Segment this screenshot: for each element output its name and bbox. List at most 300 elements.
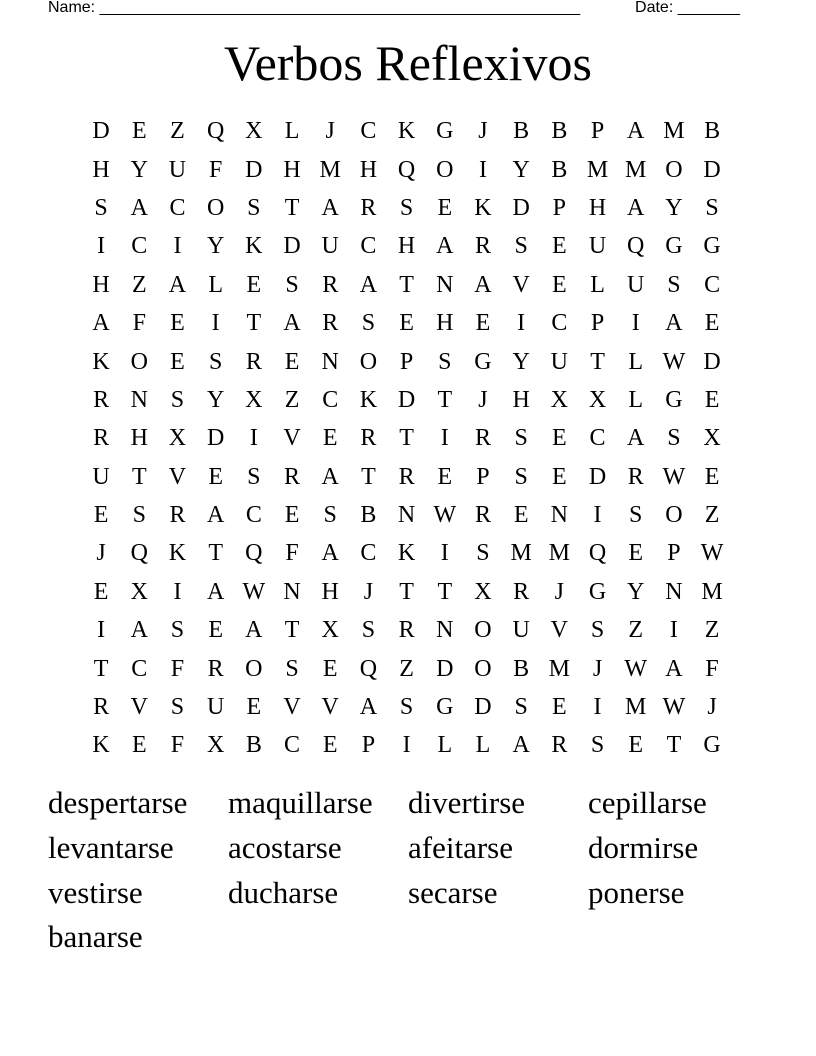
grid-cell[interactable]: N [436, 271, 454, 298]
grid-cell[interactable]: C [131, 655, 148, 682]
grid-cell[interactable]: E [552, 233, 567, 260]
date-field: Date: _______ [635, 0, 740, 16]
grid-row [82, 150, 732, 188]
grid-row [82, 458, 732, 496]
grid-cell[interactable]: M [319, 156, 341, 183]
grid-cell[interactable]: R [474, 502, 491, 529]
grid-cell[interactable]: J [478, 386, 488, 413]
grid-cell[interactable]: Y [206, 386, 225, 413]
grid-cell[interactable]: A [321, 540, 339, 567]
grid-row [82, 342, 732, 380]
grid-cell[interactable]: I [440, 425, 449, 452]
grid-cell[interactable]: L [208, 271, 223, 298]
grid-cell[interactable]: E [399, 310, 414, 337]
grid-cell[interactable]: S [438, 348, 452, 375]
grid-cell[interactable]: A [130, 194, 148, 221]
grid-cell[interactable]: Z [284, 386, 300, 413]
grid-cell[interactable]: K [245, 233, 263, 260]
grid-cell[interactable]: U [512, 617, 530, 644]
grid-cell[interactable]: H [130, 425, 148, 452]
grid-cell[interactable]: R [245, 348, 262, 375]
grid-cell[interactable]: V [283, 694, 301, 721]
grid-cell[interactable]: B [360, 502, 377, 529]
grid-cell[interactable]: R [284, 463, 301, 490]
grid-cell[interactable]: E [246, 271, 262, 298]
grid-cell[interactable]: Z [399, 655, 414, 682]
grid-cell[interactable]: V [130, 694, 148, 721]
grid-cell[interactable]: S [285, 271, 299, 298]
grid-cell[interactable]: H [92, 271, 110, 298]
grid-cell[interactable]: I [517, 310, 526, 337]
grid-cell[interactable]: Q [130, 540, 148, 567]
grid-cell[interactable]: S [399, 194, 414, 221]
grid-cell[interactable]: H [588, 194, 607, 221]
grid-cell[interactable]: S [705, 194, 719, 221]
grid-cell[interactable]: S [514, 463, 528, 490]
grid-cell[interactable]: Q [206, 118, 225, 145]
grid-cell[interactable]: K [359, 386, 378, 413]
grid-cell[interactable]: M [510, 540, 532, 567]
grid-cell[interactable]: R [474, 233, 491, 260]
grid-cell[interactable]: Z [170, 118, 185, 145]
grid-cell[interactable]: O [665, 502, 683, 529]
grid-cell[interactable]: K [474, 194, 492, 221]
grid-cell[interactable]: U [168, 156, 187, 183]
grid-cell[interactable]: I [211, 310, 220, 337]
grid-cell[interactable]: T [399, 271, 414, 298]
grid-cell[interactable]: R [93, 386, 110, 413]
grid-cell[interactable]: D [703, 348, 721, 375]
grid-cell[interactable]: S [285, 655, 299, 682]
grid-cell[interactable]: I [478, 156, 487, 183]
grid-cell[interactable]: X [321, 617, 339, 644]
grid-cell[interactable]: E [552, 694, 567, 721]
grid-cell[interactable]: G [588, 578, 607, 605]
grid-cell[interactable]: A [321, 194, 339, 221]
grid-cell[interactable]: H [283, 156, 301, 183]
grid-cell[interactable]: T [284, 194, 300, 221]
grid-cell[interactable]: W [242, 578, 266, 605]
grid-cell[interactable]: A [206, 502, 225, 529]
grid-cell[interactable]: S [476, 540, 490, 567]
grid-cell[interactable]: L [628, 386, 644, 413]
grid-cell[interactable]: M [586, 156, 609, 183]
grid-cell[interactable]: Q [588, 540, 607, 567]
grid-cell[interactable]: X [130, 578, 148, 605]
grid-cell[interactable]: E [246, 694, 262, 721]
grid-cell[interactable]: T [399, 425, 414, 452]
grid-cell[interactable]: S [590, 617, 605, 644]
grid-cell[interactable]: P [552, 194, 567, 221]
grid-cell[interactable]: J [96, 540, 106, 567]
grid-cell[interactable]: E [322, 732, 338, 759]
grid-cell[interactable]: E [475, 310, 491, 337]
grid-cell[interactable]: N [550, 502, 569, 529]
grid-cell[interactable]: D [206, 425, 225, 452]
grid-cell[interactable]: B [513, 655, 530, 682]
grid-cell[interactable]: Q [627, 233, 645, 260]
word-bank-item: ducharse [228, 874, 339, 910]
grid-cell[interactable]: S [590, 732, 605, 759]
grid-cell[interactable]: V [512, 271, 530, 298]
grid-cell[interactable]: A [627, 194, 645, 221]
grid-cell[interactable]: O [474, 655, 492, 682]
word-bank-item: banarse [48, 919, 143, 955]
grid-cell[interactable]: B [551, 118, 568, 145]
grid-cell[interactable]: S [247, 463, 261, 490]
grid-cell[interactable]: N [665, 578, 683, 605]
grid-cell[interactable]: L [284, 118, 300, 145]
grid-cell[interactable]: A [321, 463, 339, 490]
grid-cell[interactable]: A [474, 271, 492, 298]
grid-cell[interactable]: E [131, 118, 147, 145]
grid-cell[interactable]: E [552, 425, 567, 452]
grid-cell[interactable]: F [705, 655, 719, 682]
grid-cell[interactable]: A [206, 578, 225, 605]
grid-cell[interactable]: S [514, 425, 528, 452]
grid-cell[interactable]: W [433, 502, 457, 529]
grid-cell[interactable]: Y [512, 156, 530, 183]
grid-cell[interactable]: Y [627, 578, 645, 605]
grid-cell[interactable]: I [440, 540, 449, 567]
grid-cell[interactable]: V [283, 425, 301, 452]
grid-cell[interactable]: R [360, 425, 377, 452]
grid-cell[interactable]: M [625, 156, 647, 183]
grid-cell[interactable]: I [593, 502, 602, 529]
grid-cell[interactable]: R [322, 310, 339, 337]
grid-cell[interactable]: G [436, 118, 454, 145]
grid-cell[interactable]: E [704, 463, 720, 490]
grid-cell[interactable]: I [631, 310, 640, 337]
word-bank-item: acostarse [228, 829, 342, 865]
grid-cell[interactable]: E [704, 310, 720, 337]
grid-cell[interactable]: R [398, 463, 415, 490]
grid-cell[interactable]: R [93, 425, 110, 452]
grid-cell[interactable]: S [170, 617, 185, 644]
grid-cell[interactable]: W [662, 463, 686, 490]
grid-cell[interactable]: H [92, 156, 110, 183]
grid-cell[interactable]: K [397, 118, 416, 145]
grid-cell[interactable]: H [436, 310, 454, 337]
grid-row [82, 534, 732, 572]
grid-cell[interactable]: Y [130, 156, 148, 183]
grid-cell[interactable]: R [169, 502, 186, 529]
grid-cell[interactable]: T [284, 617, 300, 644]
grid-cell[interactable]: W [662, 348, 686, 375]
grid-cell[interactable]: T [590, 348, 605, 375]
grid-cell[interactable]: E [628, 540, 644, 567]
grid-cell[interactable]: I [593, 694, 602, 721]
grid-cell[interactable]: A [245, 617, 263, 644]
grid-cell[interactable]: C [322, 386, 339, 413]
grid-cell[interactable]: I [173, 578, 182, 605]
grid-cell[interactable]: E [170, 348, 185, 375]
grid-cell[interactable]: A [436, 233, 454, 260]
grid-cell[interactable]: M [548, 655, 571, 682]
grid-cell[interactable]: U [550, 348, 569, 375]
grid-cell[interactable]: S [170, 386, 185, 413]
grid-cell[interactable]: C [169, 194, 186, 221]
grid-cell[interactable]: Q [397, 156, 416, 183]
grid-cell[interactable]: S [170, 694, 185, 721]
grid-cell[interactable]: L [475, 732, 491, 759]
grid-cell[interactable]: A [92, 310, 110, 337]
grid-cell[interactable]: G [665, 386, 683, 413]
grid-cell[interactable]: E [628, 732, 644, 759]
grid-cell[interactable]: W [700, 540, 724, 567]
grid-cell[interactable]: S [208, 348, 223, 375]
grid-cell[interactable]: S [667, 425, 681, 452]
grid-cell[interactable]: G [665, 233, 683, 260]
grid-cell[interactable]: F [170, 732, 185, 759]
grid-cell[interactable]: Z [704, 502, 720, 529]
grid-cell[interactable]: M [548, 540, 571, 567]
grid-cell[interactable]: T [437, 578, 453, 605]
grid-cell[interactable]: X [206, 732, 225, 759]
grid-cell[interactable]: I [402, 732, 411, 759]
grid-cell[interactable]: D [436, 655, 454, 682]
grid-cell[interactable]: A [627, 425, 645, 452]
grid-cell[interactable]: F [208, 156, 223, 183]
grid-cell[interactable]: E [131, 732, 147, 759]
grid-cell[interactable]: A [168, 271, 187, 298]
grid-cell[interactable]: P [667, 540, 681, 567]
grid-cell[interactable]: S [132, 502, 146, 529]
grid-cell[interactable]: S [399, 694, 414, 721]
grid-cell[interactable]: D [397, 386, 416, 413]
grid-cell[interactable]: E [208, 463, 223, 490]
grid-cell[interactable]: E [513, 502, 529, 529]
grid-cell[interactable]: P [476, 463, 490, 490]
grid-cell[interactable]: O [474, 617, 492, 644]
grid-cell[interactable]: T [437, 386, 453, 413]
grid-cell[interactable]: J [592, 655, 603, 682]
grid-cell[interactable]: D [283, 233, 301, 260]
grid-cell[interactable]: C [589, 425, 606, 452]
grid-cell[interactable]: I [173, 233, 182, 260]
grid-cell[interactable]: J [478, 118, 488, 145]
grid-cell[interactable]: W [624, 655, 648, 682]
grid-cell[interactable]: V [168, 463, 187, 490]
grid-cell[interactable]: R [474, 425, 491, 452]
grid-cell[interactable]: C [551, 310, 568, 337]
grid-cell[interactable]: X [703, 425, 721, 452]
grid-cell[interactable]: E [437, 463, 453, 490]
grid-cell[interactable]: L [628, 348, 644, 375]
grid-cell[interactable]: H [359, 156, 378, 183]
grid-cell[interactable]: V [321, 694, 339, 721]
grid-cell[interactable]: E [322, 425, 338, 452]
grid-cell[interactable]: Z [704, 617, 720, 644]
grid-cell[interactable]: X [550, 386, 569, 413]
grid-cell[interactable]: C [360, 233, 377, 260]
grid-cell[interactable]: P [590, 310, 605, 337]
grid-cell[interactable]: U [92, 463, 110, 490]
word-bank-item: vestirse [48, 874, 143, 910]
grid-cell[interactable]: E [552, 463, 567, 490]
grid-cell[interactable]: E [552, 271, 567, 298]
grid-cell[interactable]: E [704, 386, 720, 413]
grid-cell[interactable]: K [397, 540, 416, 567]
name-field: Name: ______________________________________________________ [48, 0, 581, 16]
grid-cell[interactable]: U [627, 271, 645, 298]
grid-cell[interactable]: Y [512, 348, 530, 375]
grid-cell[interactable]: A [359, 271, 378, 298]
grid-cell[interactable]: D [588, 463, 607, 490]
grid-cell[interactable]: K [92, 348, 110, 375]
grid-cell[interactable]: E [284, 502, 300, 529]
grid-cell[interactable]: K [168, 540, 187, 567]
grid-cell[interactable]: S [667, 271, 681, 298]
grid-cell[interactable]: C [360, 540, 377, 567]
grid-cell[interactable]: C [284, 732, 301, 759]
grid-cell[interactable]: T [208, 540, 223, 567]
grid-cell[interactable]: C [360, 118, 377, 145]
grid-cell[interactable]: L [590, 271, 605, 298]
grid-cell[interactable]: N [283, 578, 301, 605]
grid-cell[interactable]: Z [131, 271, 147, 298]
grid-cell[interactable]: A [627, 118, 645, 145]
grid-cell[interactable]: T [666, 732, 682, 759]
grid-cell[interactable]: J [363, 578, 374, 605]
grid-cell[interactable]: G [436, 694, 454, 721]
grid-cell[interactable]: E [208, 617, 223, 644]
grid-cell[interactable]: I [669, 617, 678, 644]
grid-cell[interactable]: N [321, 348, 339, 375]
grid-cell[interactable]: J [554, 578, 565, 605]
grid-cell[interactable]: H [512, 386, 530, 413]
grid-cell[interactable]: O [130, 348, 148, 375]
grid-cell[interactable]: S [247, 194, 261, 221]
grid-cell[interactable]: E [170, 310, 185, 337]
grid-cell[interactable]: G [703, 233, 721, 260]
grid-cell[interactable]: C [131, 233, 148, 260]
grid-cell[interactable]: M [701, 578, 723, 605]
grid-cell[interactable]: T [93, 655, 109, 682]
grid-cell[interactable]: W [662, 694, 686, 721]
grid-cell[interactable]: X [474, 578, 492, 605]
grid-cell[interactable]: G [474, 348, 492, 375]
grid-cell[interactable]: R [207, 655, 224, 682]
grid-cell[interactable]: N [397, 502, 416, 529]
grid-cell[interactable]: P [399, 348, 414, 375]
grid-cell[interactable]: U [588, 233, 607, 260]
grid-cell[interactable]: Y [665, 194, 683, 221]
grid-cell[interactable]: B [513, 118, 530, 145]
grid-cell[interactable]: R [513, 578, 530, 605]
grid-cell[interactable]: H [397, 233, 416, 260]
grid-cell[interactable]: J [325, 118, 335, 145]
grid-cell[interactable]: O [436, 156, 454, 183]
grid-cell[interactable]: C [245, 502, 262, 529]
grid-cell[interactable]: F [132, 310, 146, 337]
grid-cell[interactable]: S [514, 233, 528, 260]
grid-cell[interactable]: D [245, 156, 263, 183]
grid-cell[interactable]: T [399, 578, 414, 605]
grid-cell[interactable]: A [665, 655, 683, 682]
grid-cell[interactable]: P [361, 732, 376, 759]
grid-cell[interactable]: N [130, 386, 148, 413]
grid-cell[interactable]: S [94, 194, 108, 221]
grid-cell[interactable]: O [359, 348, 378, 375]
grid-cell[interactable]: D [703, 156, 721, 183]
grid-cell[interactable]: R [551, 732, 568, 759]
grid-cell[interactable]: Q [359, 655, 378, 682]
grid-cell[interactable]: E [93, 578, 109, 605]
grid-cell[interactable]: V [550, 617, 569, 644]
grid-cell[interactable]: O [245, 655, 263, 682]
grid-cell[interactable]: S [361, 310, 376, 337]
grid-cell[interactable]: F [170, 655, 185, 682]
grid-cell[interactable]: T [361, 463, 376, 490]
grid-cell[interactable]: R [398, 617, 415, 644]
grid-cell[interactable]: Y [206, 233, 225, 260]
grid-cell[interactable]: M [625, 694, 647, 721]
grid-cell[interactable]: R [360, 194, 377, 221]
grid-cell[interactable]: H [321, 578, 339, 605]
grid-cell[interactable]: U [206, 694, 225, 721]
grid-cell[interactable]: X [168, 425, 187, 452]
grid-cell[interactable]: E [93, 502, 109, 529]
grid-cell[interactable]: N [436, 617, 454, 644]
grid-cell[interactable]: D [92, 118, 110, 145]
grid-cell[interactable]: A [665, 310, 683, 337]
grid-cell[interactable]: E [322, 655, 338, 682]
grid-cell[interactable]: C [704, 271, 721, 298]
grid-cell[interactable]: R [93, 694, 110, 721]
grid-cell[interactable]: B [551, 156, 568, 183]
grid-cell[interactable]: O [665, 156, 683, 183]
grid-cell[interactable]: S [323, 502, 337, 529]
grid-cell[interactable]: R [322, 271, 339, 298]
grid-cell[interactable]: Q [245, 540, 263, 567]
grid-cell[interactable]: I [97, 617, 106, 644]
grid-cell[interactable]: B [245, 732, 262, 759]
grid-cell[interactable]: S [629, 502, 643, 529]
grid-cell[interactable]: K [92, 732, 110, 759]
grid-cell[interactable]: J [707, 694, 717, 721]
grid-cell[interactable]: R [627, 463, 644, 490]
grid-cell[interactable]: Z [628, 617, 644, 644]
grid-cell[interactable]: U [321, 233, 339, 260]
grid-cell[interactable]: X [245, 118, 263, 145]
grid-row [82, 496, 732, 534]
grid-cell[interactable]: S [514, 694, 528, 721]
grid-cell[interactable]: T [246, 310, 262, 337]
grid-cell[interactable]: T [131, 463, 147, 490]
grid-cell[interactable]: O [206, 194, 225, 221]
grid-cell[interactable]: P [590, 118, 605, 145]
grid-cell[interactable]: D [512, 194, 530, 221]
grid-cell[interactable]: E [284, 348, 300, 375]
grid-cell[interactable]: A [512, 732, 530, 759]
grid-cell[interactable]: A [283, 310, 301, 337]
grid-cell[interactable]: X [245, 386, 263, 413]
grid-cell[interactable]: F [285, 540, 299, 567]
grid-cell[interactable]: A [359, 694, 378, 721]
grid-cell[interactable]: S [361, 617, 376, 644]
grid-cell[interactable]: M [663, 118, 685, 145]
grid-cell[interactable]: E [437, 194, 453, 221]
grid-cell[interactable]: L [437, 732, 453, 759]
grid-cell[interactable]: I [249, 425, 258, 452]
grid-cell[interactable]: B [704, 118, 721, 145]
grid-cell[interactable]: X [588, 386, 607, 413]
grid-cell[interactable]: I [97, 233, 106, 260]
grid-cell[interactable]: D [474, 694, 492, 721]
grid-cell[interactable]: A [130, 617, 148, 644]
grid-cell[interactable]: G [703, 732, 721, 759]
